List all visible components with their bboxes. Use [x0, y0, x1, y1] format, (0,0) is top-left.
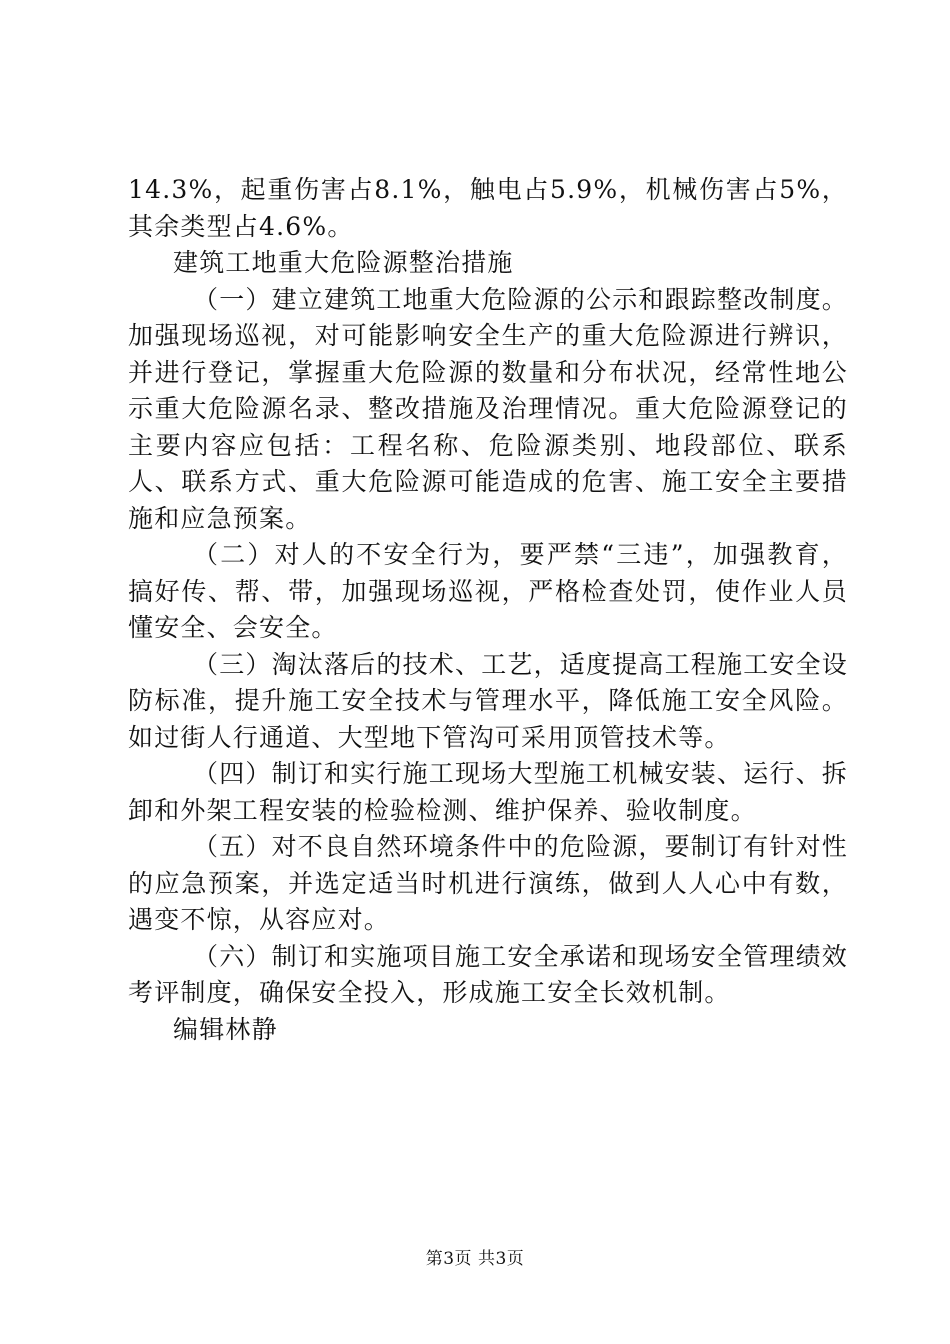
paragraph-measure-3: （三）淘汰落后的技术、工艺，适度提高工程施工安全设防标准，提升施工安全技术与管理水平，降低施工安全风险。如过街人行通道、大型地下管沟可采用顶管技术等。 [128, 649, 849, 752]
page-footer: 第3页 共3页 [425, 1249, 525, 1269]
paragraph-measure-2: （二）对人的不安全行为，要严禁“三违”，加强教育，搞好传、帮、带，加强现场巡视，严格检查处罚，使作业人员懂安全、会安全。 [128, 540, 848, 642]
paragraph-measure-1: （一）建立建筑工地重大危险源的公示和跟踪整改制度。加强现场巡视，对可能影响安全生产的重大危险源进行辨识，并进行登记，掌握重大危险源的数量和分布状况，经常性地公示重大危险源名录、整改措施及治理情况。重大危险源登记的主要内容应包括：工程名称、危险源类别、地段部位、联系人、联系方式、重大危险源可能造成的危害、施工安全主要措施和应急预案。 [128, 284, 849, 533]
section-heading: 建筑工地重大危险源整治措施 [173, 248, 514, 277]
document-body [128, 172, 848, 1048]
editor-credit: 编辑林静 [173, 1014, 278, 1044]
paragraph-statistics-continuation: 14.3%，起重伤害占8.1%，触电占5.9%，机械伤害占5%，其余类型占4.6%。 [128, 175, 848, 241]
paragraph-measure-4: （四）制订和实行施工现场大型施工机械安装、运行、拆卸和外架工程安装的检验检测、维护保养、验收制度。 [128, 759, 849, 825]
paragraph-measure-6: （六）制订和实施项目施工安全承诺和现场安全管理绩效考评制度，确保安全投入，形成施工安全长效机制。 [128, 941, 849, 1007]
paragraph-measure-5: （五）对不良自然环境条件中的危险源，要制订有针对性的应急预案，并选定适当时机进行演练，做到人人心中有数，遇变不惊，从容应对。 [128, 832, 849, 934]
